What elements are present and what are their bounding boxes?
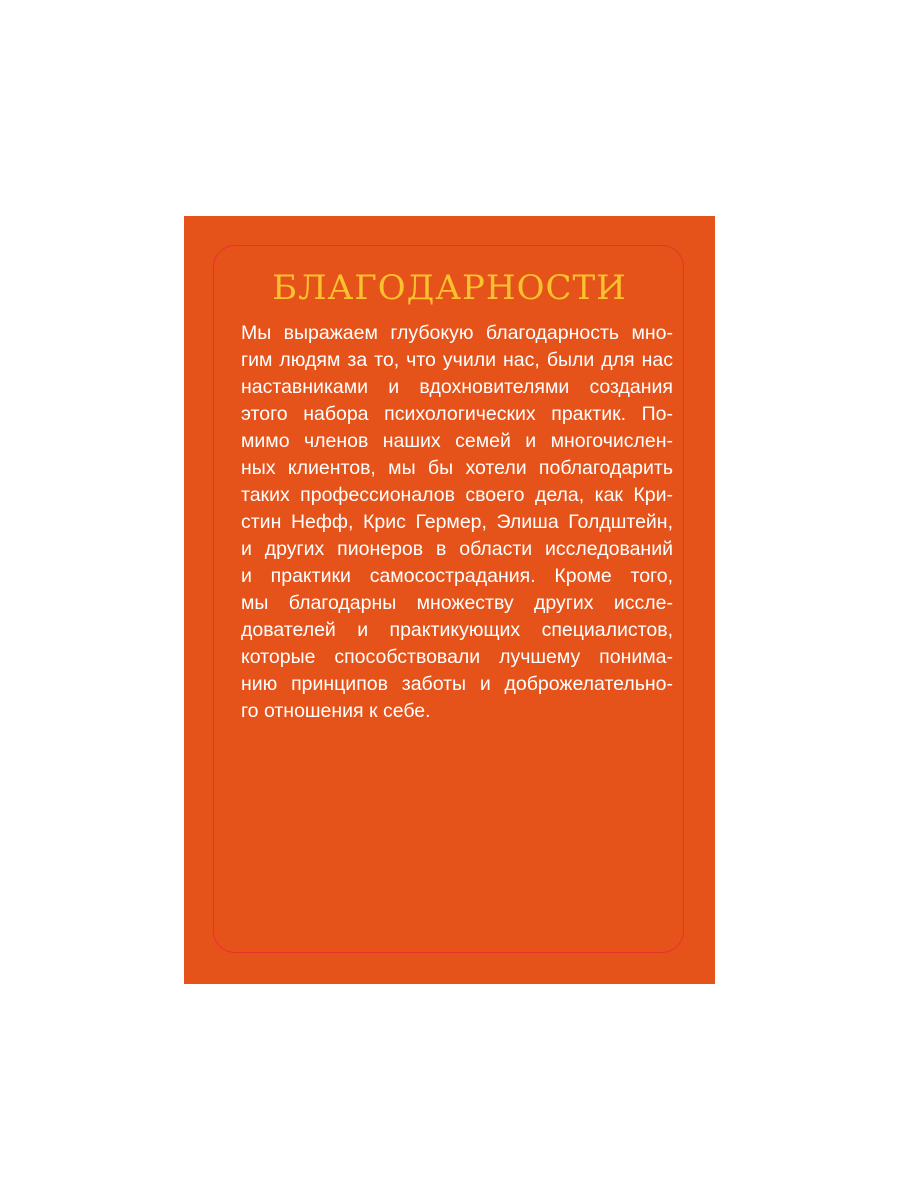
text-line: стин Нефф, Крис Гермер, Элиша Голдштейн,: [241, 511, 673, 533]
text-line: го отношения к себе.: [241, 700, 431, 722]
text-line: мы благодарны множеству других иссле-: [241, 592, 673, 614]
acknowledgements-card: [184, 216, 715, 984]
text-line: нию принципов заботы и доброжелательно-: [241, 673, 673, 695]
text-line: мимо членов наших семей и многочислен-: [241, 430, 673, 452]
text-line: этого набора психологических практик. По-: [241, 403, 673, 425]
page-title: БЛАГОДАРНОСТИ: [272, 268, 627, 308]
text-line: и практики самосострадания. Кроме того,: [241, 565, 673, 587]
text-line: и других пионеров в области исследований: [241, 538, 673, 560]
text-line: ных клиентов, мы бы хотели поблагодарить: [241, 457, 673, 479]
text-line: Мы выражаем глубокую благодарность мно-: [241, 322, 673, 344]
text-line: дователей и практикующих специалистов,: [241, 619, 673, 641]
acknowledgements-text: [241, 320, 673, 725]
text-line: которые способствовали лучшему понима-: [241, 646, 673, 668]
text-line: гим людям за то, что учили нас, были для нас: [241, 349, 673, 371]
text-line: таких профессионалов своего дела, как Кри-: [241, 484, 673, 506]
text-line: наставниками и вдохновителями создания: [241, 376, 673, 398]
